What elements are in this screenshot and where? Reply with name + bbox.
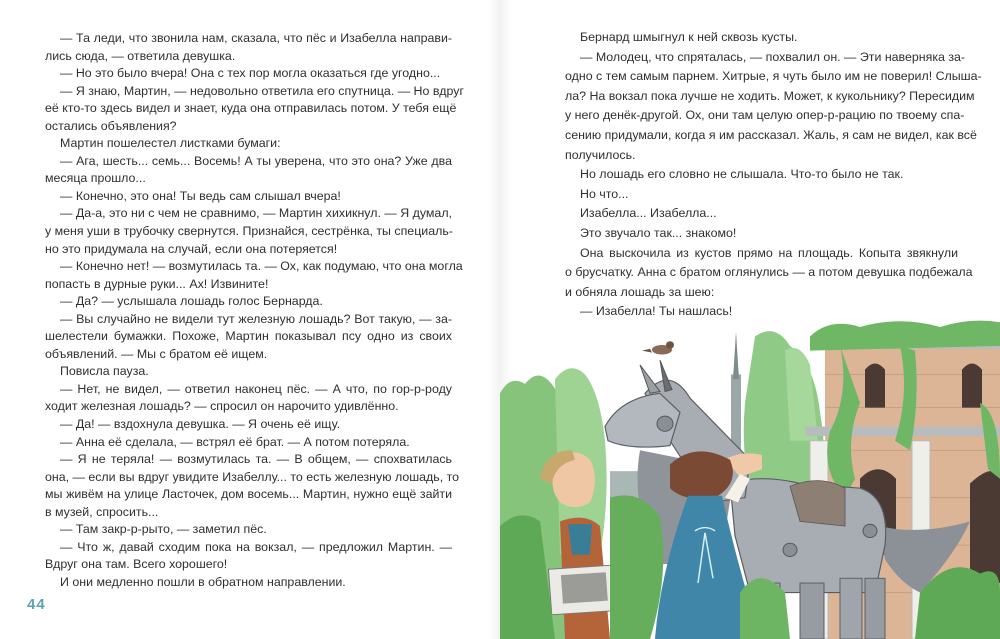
text-line: — Вы случайно не видели тут железную лошадь? Вот такую, — за-: [60, 311, 452, 326]
text-line: Вдруг она там. Всего хорошего!: [45, 557, 228, 572]
text-line: Это звучало так... знакомо!: [580, 225, 737, 240]
text-line: объявлений. — Мы с братом её ищем.: [45, 346, 268, 361]
text-line: — Да! — вздохнула девушка. — Я очень её ищу.: [60, 417, 341, 432]
text-line: о брусчатку. Анна с братом оглянулись — а потом девушка подбежала: [565, 265, 973, 280]
text-line: у него денёк-другой. Ох, они там целую опер-р-рацию по твоему спа-: [565, 108, 965, 123]
text-line: — Ага, шесть... семь... Восемь! А ты уверена, что это она? Уже два: [60, 153, 452, 168]
text-line: сению придумали, когда я им рассказал. Жаль, я сам не видел, как всё: [565, 127, 977, 142]
page-number: 44: [27, 596, 46, 613]
text-line: и обняла лошадь за шею:: [565, 284, 715, 299]
bird: [642, 341, 674, 354]
left-page-text: [45, 30, 464, 592]
text-line: И они медленно пошли в обратном направлении.: [60, 574, 346, 589]
text-line: шелестели бумажки. Похоже, Мартин показывал псу одно из своих: [45, 329, 452, 344]
metal-horse-illustration: [500, 308, 1000, 639]
text-line: — Конечно, это она! Ты ведь сам слышал вчера!: [60, 188, 341, 203]
text-line: получилось.: [565, 147, 636, 162]
text-line: месяца прошло...: [45, 171, 146, 186]
right-page: [500, 0, 1000, 639]
text-line: — Там закр-р-рыто, — заметил пёс.: [60, 522, 267, 537]
text-line: Но что...: [580, 186, 629, 201]
text-line: — Да-а, это ни с чем не сравнимо, — Мартин хихикнул. — Я думал,: [60, 206, 452, 221]
text-line: — Я не теряла! — возмутилась та. — В общем, — спохватилась: [60, 452, 452, 467]
text-line: в музей, спросить...: [45, 504, 159, 519]
text-line: Она выскочила из кустов прямо на площадь. Копыта звякнули: [580, 245, 958, 260]
text-line: Изабелла... Изабелла...: [580, 206, 717, 221]
text-line: Но лошадь его словно не слышала. Что-то было не так.: [580, 167, 904, 182]
right-page-text: [565, 28, 982, 322]
text-line: — Молодец, что спряталась, — похвалил он. — Эти наверняка за-: [580, 49, 966, 64]
text-line: — Да? — услышала лошадь голос Бернарда.: [60, 294, 323, 309]
text-line: Бернард шмыгнул к ней сквозь кусты.: [580, 30, 798, 44]
text-line: её кто-то здесь видел и знает, куда она отправилась потом. У тебя ещё: [45, 101, 457, 116]
text-line: — Конечно нет! — возмутилась та. — Ох, как подумаю, что она могла: [60, 259, 463, 274]
text-line: — Анна её сделала, — встрял её брат. — А потом потеряла.: [60, 434, 410, 449]
text-line: одно с тем самым парнем. Хитрые, я чуть было им не поверил! Слыша-: [565, 69, 982, 84]
text-line: — Что ж, давай сходим пока на вокзал, — предложил Мартин. —: [60, 539, 452, 554]
text-line: у меня уши в трубочку свернутся. Признайся, сестрёнка, ты специаль-: [45, 224, 453, 239]
text-line: — Но это было вчера! Она с тех пор могла оказаться где угодно...: [60, 66, 441, 81]
text-line: — Я знаю, Мартин, — недовольно ответила его спутница. — Но вдруг: [60, 83, 464, 98]
text-line: попасть в дурные руки... Ах! Извините!: [45, 276, 269, 291]
text-line: но это придумала на случай, если она потеряется!: [45, 241, 338, 256]
text-line: Повисла пауза.: [60, 364, 149, 379]
text-line: ходит железная лошадь? — спросил он нарочито удивлённо.: [45, 399, 399, 414]
text-line: Мартин пошелестел листками бумаги:: [60, 136, 281, 151]
text-line: лись сюда, — ответила девушка.: [45, 48, 236, 63]
text-line: — Нет, не видел, — ответил наконец пёс. — А что, по гор-р-роду: [60, 381, 452, 396]
text-line: она, — если вы вдруг увидите Изабеллу... то есть железную лошадь, то: [45, 469, 460, 484]
text-line: ла? На вокзал пока лучше не ходить. Может, к кукольнику? Пересидим: [565, 88, 975, 103]
text-line: остались объявления?: [45, 118, 177, 133]
text-line: мы живём на улице Ласточек, дом восемь... Мартин, нужно ещё зайти: [45, 487, 452, 502]
text-line: — Та леди, что звонила нам, сказала, что пёс и Изабелла направи-: [60, 31, 452, 45]
text-line: — Изабелла! Ты нашлась!: [580, 304, 733, 319]
